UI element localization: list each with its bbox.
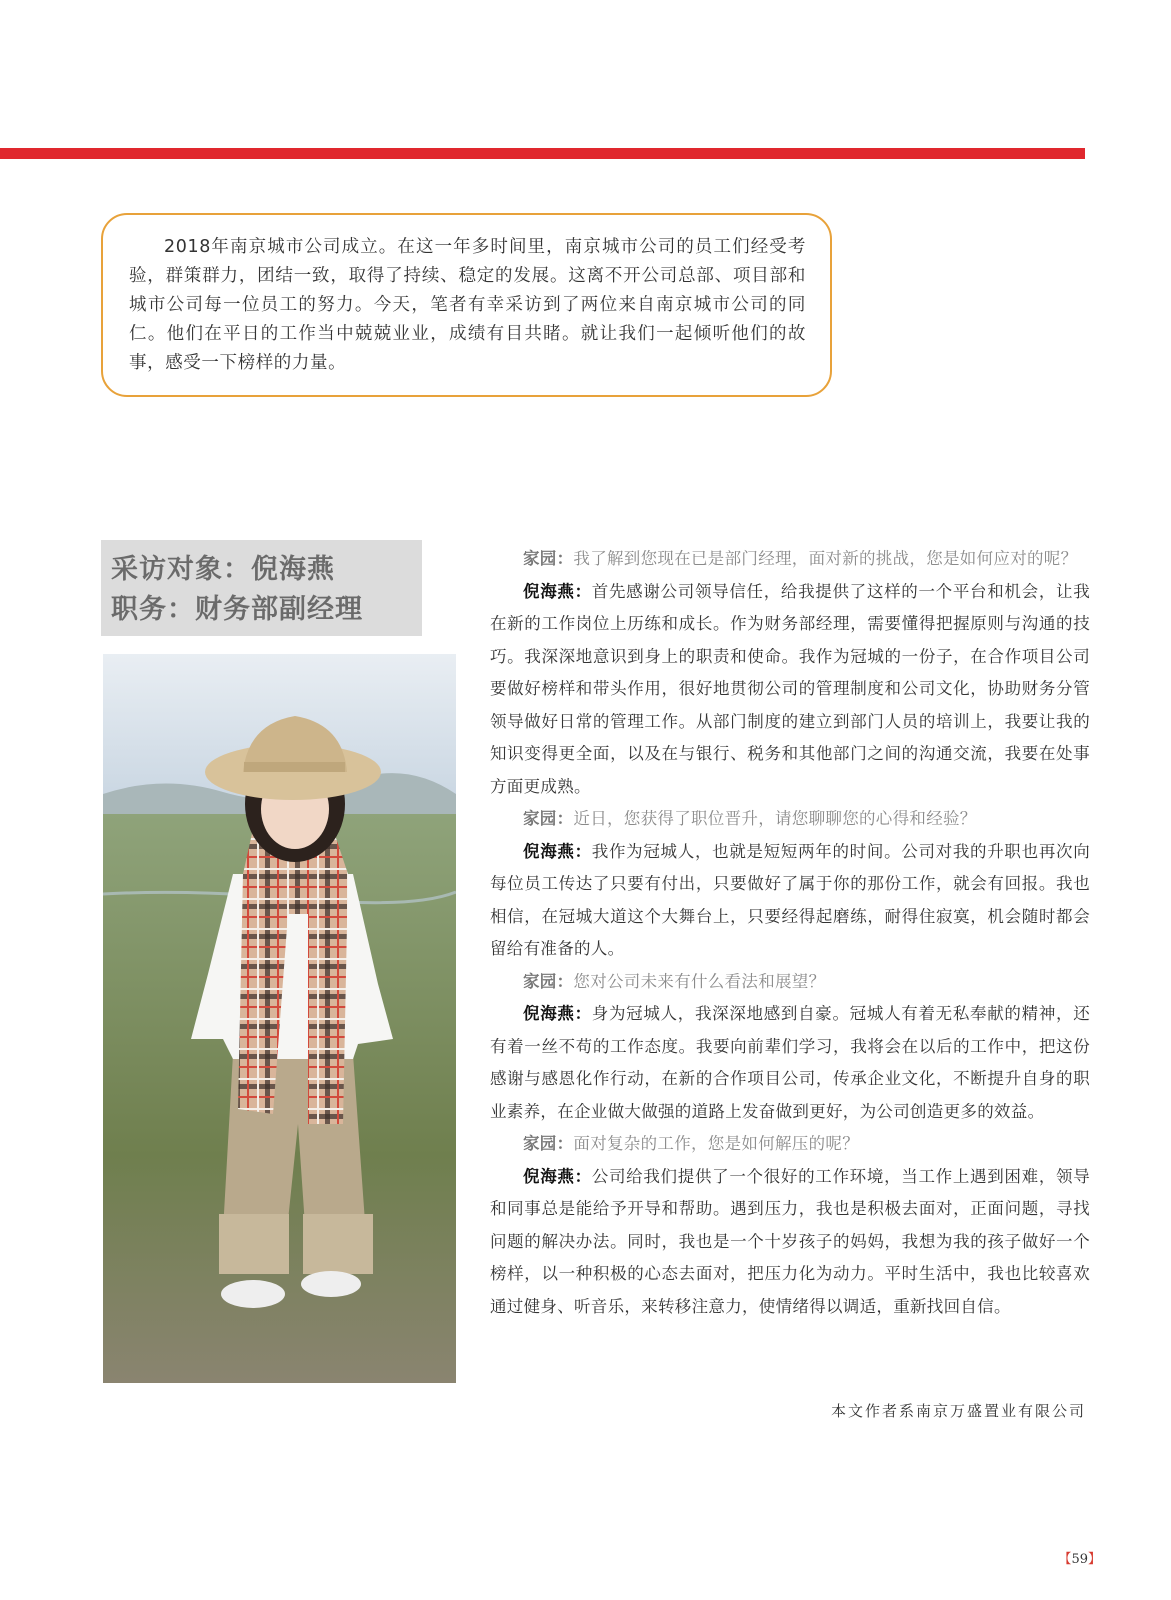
answer-text: 公司给我们提供了一个很好的工作环境，当工作上遇到困难，领导和同事总是能给予开导和帮助。遇到压力，我也是积极去面对，正面问题，寻找问题的解决办法。同时，我也是一个十岁孩子的妈妈，我想为我的孩子做好一个榜样，以一种积极的心态去面对，把压力化为动力。平时生活中，我也比较喜欢通过健身、听音乐，来转移注意力，使情绪得以调适，重新找回自信。 bbox=[490, 1166, 1091, 1316]
page-bracket-close: 】 bbox=[1087, 1552, 1101, 1567]
answer-text: 身为冠城人，我深深地感到自豪。冠城人有着无私奉献的精神，还有着一丝不苟的工作态度。我要向前辈们学习，我将会在以后的工作中，把这份感谢与感恩化作行动，在新的合作项目公司，传承企业文化，不断提升自身的职业素养，在企业做大做强的道路上发奋做到更好，为公司创造更多的效益。 bbox=[490, 1004, 1091, 1121]
interview-article bbox=[490, 543, 1090, 1323]
answer-text: 首先感谢公司领导信任，给我提供了这样的一个平台和机会，让我在新的工作岗位上历练和成长。作为财务部经理，需要懂得把握原则与沟通的技巧。我深深地意识到身上的职责和使命。我作为冠城的一份子，在合作项目公司要做好榜样和带头作用，很好地贯彻公司的管理制度和公司文化，协助财务分管领导做好日常的管理工作。从部门制度的建立到部门人员的培训上，我要让我的知识变得更全面，以及在与银行、税务和其他部门之间的沟通交流，我要在处事方面更成熟。 bbox=[490, 581, 1091, 796]
speaker-label: 家园： bbox=[523, 971, 574, 991]
interview-answer-1 bbox=[490, 576, 1090, 804]
speaker-label: 家园： bbox=[523, 1134, 574, 1153]
page-number bbox=[1058, 1548, 1101, 1567]
profile-card bbox=[101, 540, 422, 636]
interview-answer-2 bbox=[490, 836, 1090, 966]
question-text: 您对公司未来有什么看法和展望？ bbox=[573, 971, 826, 991]
interview-question-1 bbox=[490, 543, 1090, 576]
interview-answer-3 bbox=[490, 998, 1090, 1128]
speaker-label: 家园： bbox=[523, 549, 574, 568]
interview-question-2 bbox=[490, 803, 1090, 836]
interview-question-3 bbox=[490, 966, 1090, 999]
speaker-label: 倪海燕： bbox=[523, 1166, 592, 1186]
interview-answer-4 bbox=[490, 1161, 1090, 1324]
profile-position: 职务：财务部副经理 bbox=[111, 594, 363, 625]
header-red-rule bbox=[0, 148, 1085, 159]
speaker-label: 倪海燕： bbox=[523, 1004, 592, 1023]
profile-subject: 采访对象：倪海燕 bbox=[111, 554, 335, 585]
intro-box bbox=[101, 213, 832, 397]
interview-question-4 bbox=[490, 1128, 1090, 1161]
question-text: 近日，您获得了职位晋升，请您聊聊您的心得和经验？ bbox=[573, 809, 977, 828]
question-text: 面对复杂的工作，您是如何解压的呢？ bbox=[573, 1134, 860, 1153]
answer-text: 我作为冠城人，也就是短短两年的时间。公司对我的升职也再次向每位员工传达了只要有付出，只要做好了属于你的那份工作，就会有回报。我也相信，在冠城大道这个大舞台上，只要经得起磨练，耐得住寂寞，机会随时都会留给有准备的人。 bbox=[490, 841, 1091, 958]
intro-text: 2018年南京城市公司成立。在这一年多时间里，南京城市公司的员工们经受考验，群策群力，团结一致，取得了持续、稳定的发展。这离不开公司总部、项目部和城市公司每一位员工的努力。今天，笔者有幸采访到了两位来自南京城市公司的同仁。他们在平日的工作当中兢兢业业，成绩有目共睹。就让我们一起倾听他们的故事，感受一下榜样的力量。 bbox=[129, 237, 806, 373]
page-bracket-open: 【 bbox=[1058, 1552, 1072, 1567]
page-number-value: 59 bbox=[1071, 1552, 1088, 1567]
speaker-label: 倪海燕： bbox=[523, 841, 592, 861]
speaker-label: 家园： bbox=[523, 809, 574, 828]
speaker-label: 倪海燕： bbox=[523, 581, 592, 601]
author-byline: 本文作者系南京万盛置业有限公司 bbox=[830, 1402, 1086, 1420]
portrait-photo bbox=[103, 654, 456, 1383]
question-text: 我了解到您现在已是部门经理，面对新的挑战，您是如何应对的呢？ bbox=[573, 549, 1078, 568]
